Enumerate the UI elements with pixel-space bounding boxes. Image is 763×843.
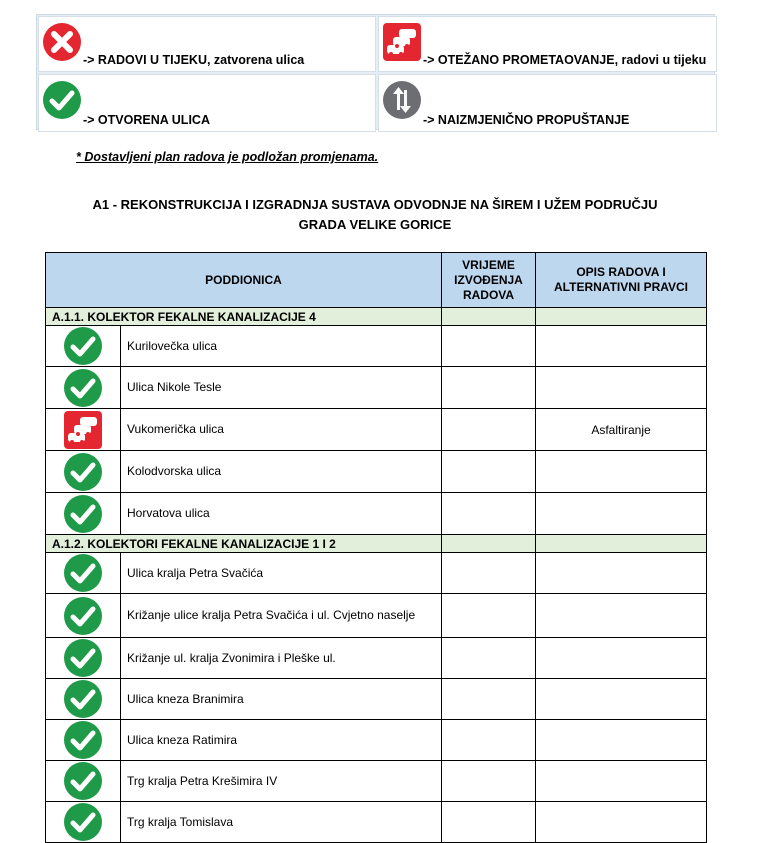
traffic-jam-icon (382, 22, 422, 62)
table-row (46, 594, 707, 638)
open-check-icon (63, 326, 103, 366)
desc-cell (536, 451, 707, 493)
table-row (46, 638, 707, 679)
open-check-icon (63, 452, 103, 492)
open-check-icon (42, 80, 82, 120)
status-cell (46, 326, 121, 367)
header-time-line: VRIJEME (462, 257, 515, 272)
works-table (45, 252, 707, 843)
status-cell (46, 761, 121, 802)
document-title (60, 195, 690, 235)
open-check-icon (63, 494, 103, 534)
street-name: Križanje ulice kralja Petra Svačića i ul. Cvjetno naselje (121, 594, 442, 638)
time-cell (442, 493, 536, 535)
traffic-jam-icon (63, 410, 103, 450)
section-blank (536, 535, 707, 553)
section-blank (442, 308, 536, 326)
status-cell (46, 594, 121, 638)
time-cell (442, 409, 536, 451)
header-section: PODDIONICA (46, 253, 442, 308)
time-cell (442, 326, 536, 367)
time-cell (442, 594, 536, 638)
closed-x-icon (42, 22, 82, 62)
title-line-2: GRADA VELIKE GORICE (298, 217, 452, 232)
time-cell (442, 638, 536, 679)
legend-open (38, 74, 376, 132)
desc-cell (536, 679, 707, 720)
legend-alternating (378, 74, 717, 132)
street-name: Kurilovečka ulica (121, 326, 442, 367)
section-row (46, 308, 707, 326)
table-row (46, 679, 707, 720)
table-row (46, 493, 707, 535)
open-check-icon (63, 553, 103, 593)
table-row (46, 451, 707, 493)
table-row (46, 409, 707, 451)
alternating-arrows-icon (382, 80, 422, 120)
desc-cell (536, 638, 707, 679)
table-row (46, 802, 707, 843)
street-name: Ulica kneza Branimira (121, 679, 442, 720)
desc-cell (536, 594, 707, 638)
street-name: Ulica Nikole Tesle (121, 367, 442, 409)
status-cell (46, 638, 121, 679)
desc-cell (536, 367, 707, 409)
open-check-icon (63, 679, 103, 719)
street-name: Kolodvorska ulica (121, 451, 442, 493)
time-cell (442, 553, 536, 594)
desc-cell (536, 802, 707, 843)
legend (36, 14, 715, 130)
street-name: Trg kralja Tomislava (121, 802, 442, 843)
open-check-icon (63, 761, 103, 801)
table-row (46, 326, 707, 367)
header-time-line: RADOVA (462, 287, 515, 302)
street-name: Križanje ul. kralja Zvonimira i Pleške ul. (121, 638, 442, 679)
desc-cell (536, 720, 707, 761)
desc-cell (536, 553, 707, 594)
time-cell (442, 679, 536, 720)
title-line-1: A1 - REKONSTRUKCIJA I IZGRADNJA SUSTAVA ODVODNJE NA ŠIREM I UŽEM PODRUČJU (92, 197, 658, 212)
status-cell (46, 679, 121, 720)
street-name: Ulica kneza Ratimira (121, 720, 442, 761)
status-cell (46, 367, 121, 409)
section-row (46, 535, 707, 553)
open-check-icon (63, 368, 103, 408)
legend-open-text: -> OTVORENA ULICA (83, 113, 210, 127)
time-cell (442, 802, 536, 843)
status-cell (46, 553, 121, 594)
street-name: Ulica kralja Petra Svačića (121, 553, 442, 594)
open-check-icon (63, 720, 103, 760)
desc-cell (536, 493, 707, 535)
table-row (46, 720, 707, 761)
legend-alternating-text: -> NAIZMJENIČNO PROPUŠTANJE (423, 113, 630, 127)
table-row (46, 367, 707, 409)
time-cell (442, 367, 536, 409)
header-time (442, 253, 536, 308)
header-desc (536, 253, 707, 308)
time-cell (442, 761, 536, 802)
open-check-icon (63, 638, 103, 678)
open-check-icon (63, 596, 103, 636)
section-title: A.1.1. KOLEKTOR FEKALNE KANALIZACIJE 4 (46, 308, 442, 326)
status-cell (46, 409, 121, 451)
header-desc-line: ALTERNATIVNI PRAVCI (554, 280, 689, 294)
section-title: A.1.2. KOLEKTORI FEKALNE KANALIZACIJE 1 I 2 (46, 535, 442, 553)
section-blank (442, 535, 536, 553)
table-row (46, 553, 707, 594)
legend-traffic (378, 16, 717, 72)
status-cell (46, 802, 121, 843)
table-header-row (46, 253, 707, 308)
header-time-line: IZVOĐENJA (454, 272, 523, 287)
table-row (46, 761, 707, 802)
legend-closed (38, 16, 376, 72)
open-check-icon (63, 802, 103, 842)
street-name: Horvatova ulica (121, 493, 442, 535)
legend-traffic-text: -> OTEŽANO PROMETAOVANJE, radovi u tijeku (423, 53, 707, 67)
legend-closed-text: -> RADOVI U TIJEKU, zatvorena ulica (83, 53, 305, 67)
desc-cell (536, 761, 707, 802)
street-name: Trg kralja Petra Krešimira IV (121, 761, 442, 802)
desc-cell: Asfaltiranje (536, 409, 707, 451)
time-cell (442, 720, 536, 761)
section-blank (536, 308, 707, 326)
status-cell (46, 493, 121, 535)
disclaimer-note: * Dostavljeni plan radova je podložan promjenama. (76, 150, 379, 164)
status-cell (46, 451, 121, 493)
header-desc-line: OPIS RADOVA I (576, 265, 666, 279)
desc-cell (536, 326, 707, 367)
time-cell (442, 451, 536, 493)
status-cell (46, 720, 121, 761)
street-name: Vukomerička ulica (121, 409, 442, 451)
